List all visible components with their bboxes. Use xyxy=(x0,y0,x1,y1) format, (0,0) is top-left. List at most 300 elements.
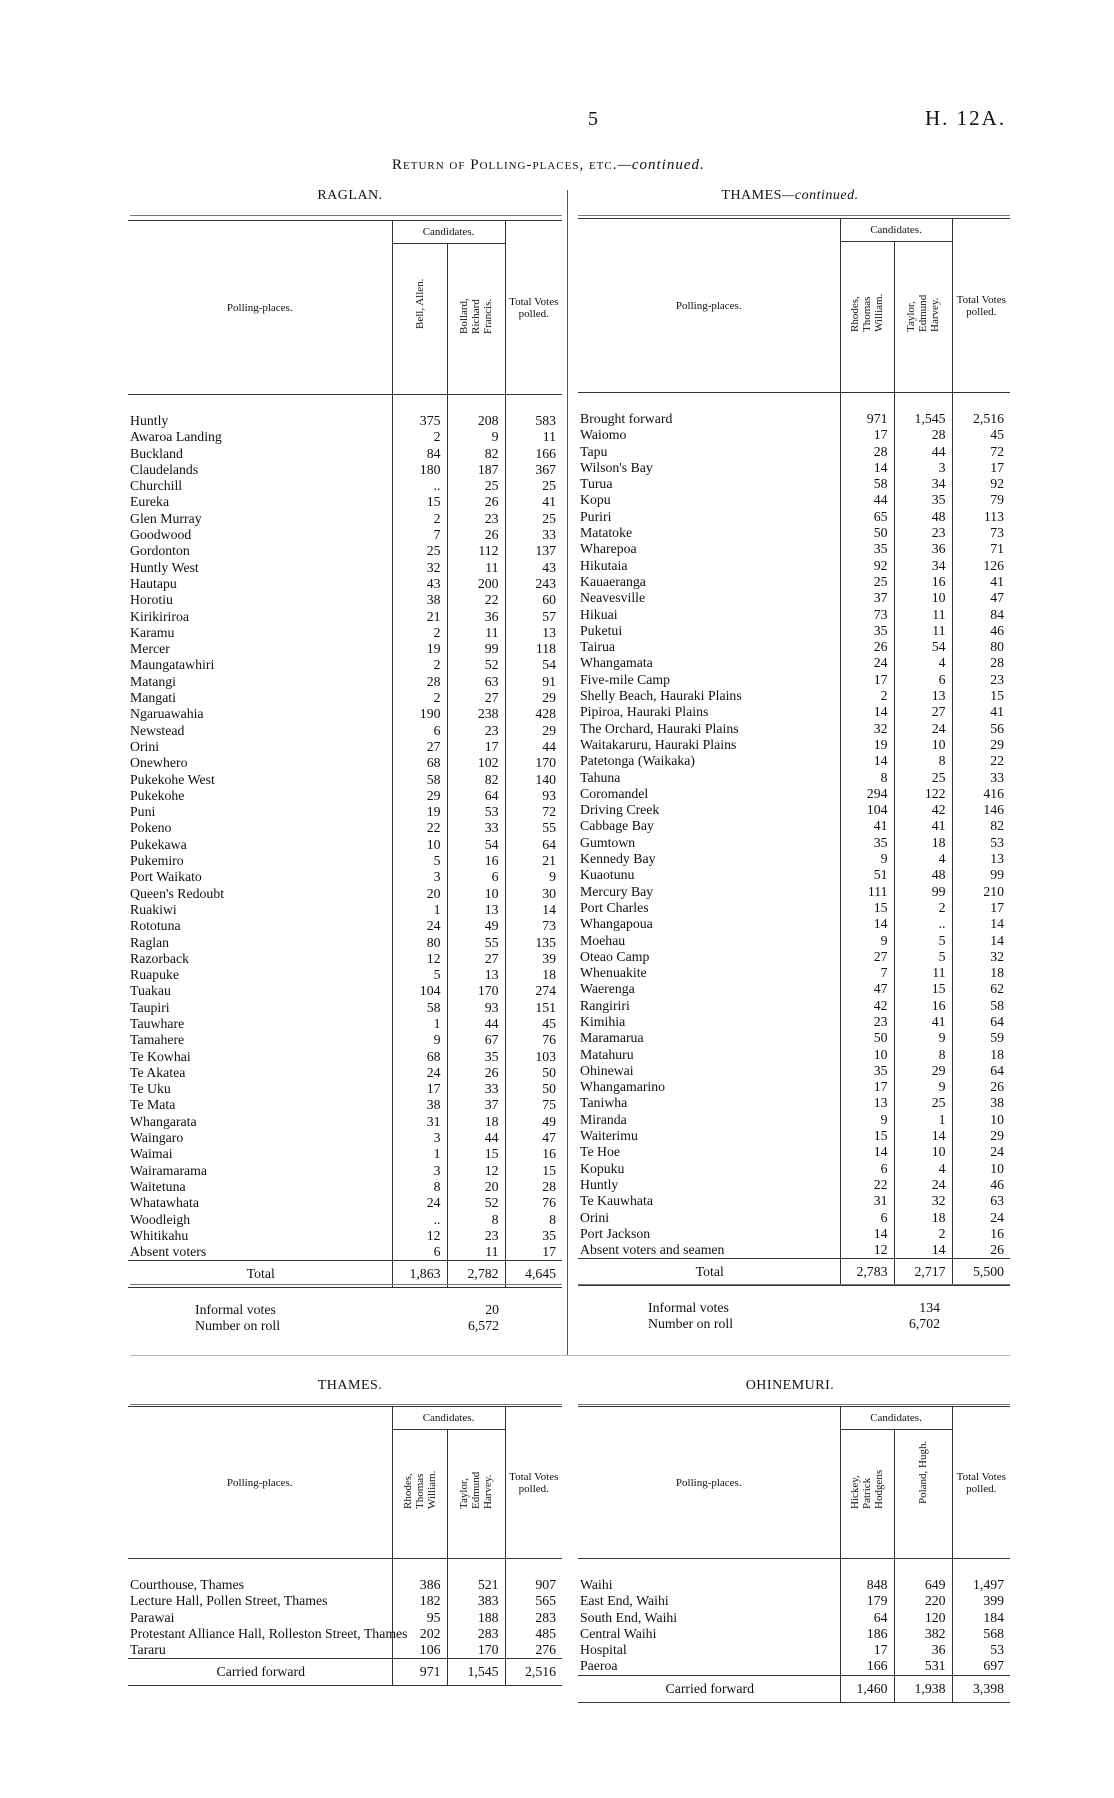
thames-cont-row xyxy=(578,1226,1010,1242)
thames-cont-polling-place: Kopu xyxy=(580,492,611,508)
thames-cont-row xyxy=(578,1030,1010,1046)
raglan-row xyxy=(128,935,562,951)
raglan-polling-place: Te Uku xyxy=(130,1081,171,1097)
thames-cont-total-votes: 416 xyxy=(952,786,1010,802)
page-number: 5 xyxy=(588,108,598,130)
thames-cont-candidate-votes: 2 xyxy=(894,900,952,916)
raglan-candidate-votes: 180 xyxy=(392,462,447,478)
thames-cont-row xyxy=(578,916,1010,932)
thames-cont-total-votes: 79 xyxy=(952,492,1010,508)
raglan-polling-place: Onewhero xyxy=(130,755,188,771)
raglan-total-votes: 75 xyxy=(505,1097,562,1113)
raglan-total-votes: 14 xyxy=(505,902,562,918)
thames-cont-candidate-votes: 14 xyxy=(840,1144,894,1160)
thames-cont-row xyxy=(578,884,1010,900)
raglan-candidate-votes: 5 xyxy=(392,853,447,869)
thames-cont-candidate-votes: 11 xyxy=(894,623,952,639)
raglan-polling-place: Kirikiriroa xyxy=(130,608,190,624)
raglan-polling-place: Pukekohe xyxy=(130,787,185,803)
thames-cont-candidate-votes: 6 xyxy=(840,1161,894,1177)
raglan-polling-place: Tamahere xyxy=(130,1032,185,1048)
thames-cont-candidate-votes: 8 xyxy=(894,753,952,769)
raglan-candidate-votes: 24 xyxy=(392,1195,447,1211)
raglan-total-votes: 55 xyxy=(505,820,562,836)
thames-cont-candidate-votes: 104 xyxy=(840,802,894,818)
mid-rule xyxy=(130,1355,1010,1356)
thames-cont-polling-place: Taniwha xyxy=(580,1095,628,1111)
thames-cont-row xyxy=(578,1144,1010,1160)
thames-cont-row xyxy=(578,1095,1010,1111)
raglan-row xyxy=(128,1097,562,1113)
raglan-polling-place: Absent voters xyxy=(130,1244,207,1260)
raglan-polling-place: Ruapuke xyxy=(130,967,180,983)
thames-cont-polling-place: Whangapoua xyxy=(580,916,653,932)
raglan-total-votes: 274 xyxy=(505,983,562,999)
thames-cont-polling-place: Wilson's Bay xyxy=(580,459,653,475)
thames-header-candidates: Candidates. xyxy=(392,1407,505,1430)
raglan-total-votes: 50 xyxy=(505,1081,562,1097)
thames-cont-row xyxy=(578,867,1010,883)
raglan-total-votes: 428 xyxy=(505,706,562,722)
raglan-total-votes: 21 xyxy=(505,853,562,869)
raglan-candidate-votes: 58 xyxy=(392,1000,447,1016)
thames-cont-polling-place: Puketui xyxy=(580,622,623,638)
raglan-total-votes: 76 xyxy=(505,1195,562,1211)
thames-cont-candidate-votes: 294 xyxy=(840,786,894,802)
thames-candidate-votes: 106 xyxy=(392,1642,447,1659)
thames-cont-row xyxy=(578,460,1010,476)
thames-cont-polling-place: Kennedy Bay xyxy=(580,851,656,867)
thames-cont-total-votes: 84 xyxy=(952,607,1010,623)
thames-cont-candidate-votes: 4 xyxy=(894,851,952,867)
raglan-candidate-votes: 24 xyxy=(392,1065,447,1081)
thames-cont-total-votes: 82 xyxy=(952,818,1010,834)
ohinemuri-total-row xyxy=(578,1675,1010,1702)
thames-cont-total-votes: 10 xyxy=(952,1161,1010,1177)
raglan-total-votes: 29 xyxy=(505,723,562,739)
thames-cont-row xyxy=(578,1177,1010,1193)
raglan-candidate-votes: 52 xyxy=(447,1195,505,1211)
thames-cont-polling-place: Hikuai xyxy=(580,606,618,622)
thames-cont-polling-place: Tairua xyxy=(580,639,616,655)
raglan-total-votes: 50 xyxy=(505,1065,562,1081)
thames-cont-row xyxy=(578,753,1010,769)
thames-cont-candidate-votes: 48 xyxy=(894,509,952,525)
thames-candidate-votes: 283 xyxy=(447,1626,505,1642)
thames-cont-row xyxy=(578,1079,1010,1095)
thames-cont-candidate-votes: 26 xyxy=(840,639,894,655)
raglan-row xyxy=(128,837,562,853)
thames-cont-polling-place: Cabbage Bay xyxy=(580,818,654,834)
raglan-total-value: 1,863 xyxy=(392,1261,447,1288)
thames-cont-total-votes: 26 xyxy=(952,1079,1010,1095)
thames-cont-candidate-votes: 28 xyxy=(894,427,952,443)
raglan-candidate-votes: 23 xyxy=(447,723,505,739)
raglan-candidate-votes: 52 xyxy=(447,657,505,673)
raglan-candidate-votes: 38 xyxy=(392,1097,447,1113)
thames-cont-header-candidate-1: Rhodes, Thomas William. xyxy=(840,242,894,393)
raglan-polling-place: Churchill xyxy=(130,478,183,494)
raglan-polling-place: Huntly West xyxy=(130,559,199,575)
thames-total-votes: 276 xyxy=(505,1642,562,1659)
thames-cont-total-votes: 56 xyxy=(952,721,1010,737)
thames-cont-row xyxy=(578,949,1010,965)
thames-cont-candidate-votes: 9 xyxy=(894,1079,952,1095)
thames-cont-candidate-votes: 971 xyxy=(840,393,894,428)
thames-cont-row xyxy=(578,541,1010,557)
raglan-polling-place: Goodwood xyxy=(130,527,192,543)
thames-cont-candidate-votes: 99 xyxy=(894,884,952,900)
thames-cont-total-value: 5,500 xyxy=(952,1259,1010,1286)
thames-cont-candidate-votes: 12 xyxy=(840,1242,894,1259)
thames-cont-total-votes: 26 xyxy=(952,1242,1010,1259)
thames-cont-candidate-votes: 29 xyxy=(894,1063,952,1079)
thames-cont-candidate-votes: 41 xyxy=(894,818,952,834)
raglan-row xyxy=(128,755,562,771)
thames-cont-candidate-votes: 15 xyxy=(894,981,952,997)
raglan-total-votes: 137 xyxy=(505,543,562,559)
raglan-total-votes: 367 xyxy=(505,462,562,478)
thames-cont-candidate-votes: 35 xyxy=(840,623,894,639)
thames-cont-candidate-votes: 32 xyxy=(840,721,894,737)
raglan-row xyxy=(128,1081,562,1097)
raglan-total-votes: 140 xyxy=(505,772,562,788)
thames-cont-polling-place: Rangiriri xyxy=(580,997,630,1013)
ohinemuri-polling-place: Hospital xyxy=(580,1642,627,1658)
thames-cont-total-votes: 23 xyxy=(952,672,1010,688)
ohinemuri-total-votes: 53 xyxy=(952,1642,1010,1658)
raglan-total-votes: 170 xyxy=(505,755,562,771)
thames-cont-candidate-votes: 32 xyxy=(894,1193,952,1209)
raglan-header-polling-places: Polling-places. xyxy=(128,221,392,395)
thames-cont-candidate-votes: 2 xyxy=(894,1226,952,1242)
thames-cont-polling-place: Neavesville xyxy=(580,590,646,606)
thames-cont-candidate-votes: 14 xyxy=(840,704,894,720)
thames-cont-candidate-votes: 42 xyxy=(894,802,952,818)
raglan-polling-place: Matangi xyxy=(130,673,176,689)
thames-cont-row xyxy=(578,1128,1010,1144)
raglan-candidate-votes: 55 xyxy=(447,935,505,951)
raglan-polling-place: Wairamarama xyxy=(130,1162,208,1178)
thames-cont-candidate-votes: 41 xyxy=(840,818,894,834)
raglan-total-votes: 72 xyxy=(505,804,562,820)
raglan-row xyxy=(128,657,562,673)
raglan-candidate-votes: 13 xyxy=(447,967,505,983)
thames-cont-total-label: Total xyxy=(578,1259,840,1286)
thames-cont-row xyxy=(578,558,1010,574)
ohinemuri-candidate-votes: 220 xyxy=(894,1593,952,1609)
thames-cont-candidate-votes: 16 xyxy=(894,574,952,590)
raglan-candidate-votes: 13 xyxy=(447,902,505,918)
thames-cont-row xyxy=(578,509,1010,525)
thames-header-candidate-2: Taylor, Edmund Harvey. xyxy=(447,1430,505,1559)
raglan-candidate-votes: 54 xyxy=(447,837,505,853)
thames-candidate-votes: 202 xyxy=(392,1626,447,1642)
thames-cont-candidate-votes: 24 xyxy=(840,655,894,671)
raglan-total-votes: 57 xyxy=(505,609,562,625)
raglan-candidate-votes: 104 xyxy=(392,983,447,999)
thames-cont-candidate-votes: 19 xyxy=(840,737,894,753)
raglan-roll-value: 6,572 xyxy=(467,1318,499,1333)
thames-row xyxy=(128,1642,562,1659)
ohinemuri-header-total: Total Votes polled. xyxy=(952,1407,1010,1559)
raglan-candidate-votes: 64 xyxy=(447,788,505,804)
raglan-candidate-votes: 33 xyxy=(447,820,505,836)
raglan-candidate-votes: 8 xyxy=(392,1179,447,1195)
raglan-summary xyxy=(195,1302,505,1334)
raglan-total-votes: 35 xyxy=(505,1228,562,1244)
ohinemuri-candidate-votes: 64 xyxy=(840,1610,894,1626)
raglan-candidate-votes: 26 xyxy=(447,494,505,510)
thames-cont-candidate-votes: 14 xyxy=(840,1226,894,1242)
thames-cont-candidate-votes: 14 xyxy=(840,753,894,769)
raglan-total-votes: 583 xyxy=(505,395,562,430)
raglan-row xyxy=(128,886,562,902)
thames-cont-candidate-votes: 9 xyxy=(840,851,894,867)
thames-cont-candidate-votes: 27 xyxy=(840,949,894,965)
thames-cont-polling-place: Orini xyxy=(580,1209,610,1225)
thames-header-total: Total Votes polled. xyxy=(505,1407,562,1559)
ohinemuri-total-votes: 399 xyxy=(952,1593,1010,1609)
thames-cont-row xyxy=(578,492,1010,508)
raglan-polling-place: Taupiri xyxy=(130,999,170,1015)
thames-cont-candidate-votes: 73 xyxy=(840,607,894,623)
thames-cont-total-votes: 32 xyxy=(952,949,1010,965)
thames-cont-candidate-votes: 9 xyxy=(894,1030,952,1046)
thames-cont-row xyxy=(578,525,1010,541)
thames-cont-polling-place: Tahuna xyxy=(580,769,621,785)
thames-continued-table-body xyxy=(578,393,1010,1286)
thames-cont-candidate-votes: 3 xyxy=(894,460,952,476)
raglan-total-votes: 8 xyxy=(505,1212,562,1228)
thames-cont-total-votes: 10 xyxy=(952,1112,1010,1128)
thames-cont-row xyxy=(578,835,1010,851)
raglan-row xyxy=(128,1179,562,1195)
raglan-polling-place: Awaroa Landing xyxy=(130,429,222,445)
thames-cont-candidate-votes: 25 xyxy=(894,770,952,786)
ohinemuri-candidate-votes: 531 xyxy=(894,1658,952,1675)
thames-cont-total-votes: 24 xyxy=(952,1144,1010,1160)
raglan-candidate-votes: 32 xyxy=(392,560,447,576)
thames-cont-candidate-votes: 28 xyxy=(840,444,894,460)
raglan-row xyxy=(128,820,562,836)
ohinemuri-total-value: 3,398 xyxy=(952,1675,1010,1702)
thames-cont-polling-place: Miranda xyxy=(580,1111,627,1127)
raglan-polling-place: Eureka xyxy=(130,494,170,510)
raglan-total-votes: 103 xyxy=(505,1049,562,1065)
raglan-polling-place: Rototuna xyxy=(130,918,181,934)
thames-cont-total-votes: 14 xyxy=(952,916,1010,932)
raglan-candidate-votes: 26 xyxy=(447,527,505,543)
thames-cont-row xyxy=(578,721,1010,737)
thames-cont-candidate-votes: 54 xyxy=(894,639,952,655)
ohinemuri-candidate-votes: 382 xyxy=(894,1626,952,1642)
raglan-candidate-votes: 5 xyxy=(392,967,447,983)
raglan-polling-place: Port Waikato xyxy=(130,869,202,885)
raglan-row xyxy=(128,1130,562,1146)
raglan-candidate-votes: 19 xyxy=(392,804,447,820)
thames-cont-candidate-votes: 16 xyxy=(894,998,952,1014)
raglan-candidate-votes: 8 xyxy=(447,1212,505,1228)
ohinemuri-candidate-votes: 179 xyxy=(840,1593,894,1609)
raglan-row xyxy=(128,706,562,722)
raglan-row xyxy=(128,674,562,690)
thames-cont-row xyxy=(578,590,1010,606)
thames-cont-candidate-votes: 47 xyxy=(840,981,894,997)
raglan-candidate-votes: 23 xyxy=(447,511,505,527)
raglan-total-votes: 16 xyxy=(505,1146,562,1162)
raglan-polling-place: Pukekawa xyxy=(130,836,187,852)
raglan-candidate-votes: 28 xyxy=(392,674,447,690)
thames-cont-roll-value: 6,702 xyxy=(908,1316,940,1331)
raglan-candidate-votes: 25 xyxy=(447,478,505,494)
raglan-total-votes: 25 xyxy=(505,478,562,494)
raglan-candidate-votes: 25 xyxy=(392,543,447,559)
raglan-polling-place: Whangarata xyxy=(130,1113,197,1129)
raglan-candidate-votes: 187 xyxy=(447,462,505,478)
thames-cont-polling-place: Wharepoa xyxy=(580,541,637,557)
thames-cont-row xyxy=(578,623,1010,639)
raglan-polling-place: Tauwhare xyxy=(130,1015,185,1031)
thames-cont-candidate-votes: 31 xyxy=(840,1193,894,1209)
raglan-candidate-votes: 20 xyxy=(447,1179,505,1195)
thames-header-polling-places: Polling-places. xyxy=(128,1407,392,1559)
thames-cont-polling-place: Port Jackson xyxy=(580,1225,651,1241)
thames-cont-polling-place: Patetonga (Waikaka) xyxy=(580,753,695,769)
raglan-row xyxy=(128,1065,562,1081)
thames-cont-candidate-votes: 35 xyxy=(840,835,894,851)
raglan-row xyxy=(128,1195,562,1211)
thames-cont-total-votes: 146 xyxy=(952,802,1010,818)
raglan-candidate-votes: 38 xyxy=(392,592,447,608)
ohinemuri-header-candidates: Candidates. xyxy=(840,1407,952,1430)
raglan-candidate-votes: 2 xyxy=(392,625,447,641)
raglan-candidate-votes: 82 xyxy=(447,772,505,788)
thames-cont-row xyxy=(578,965,1010,981)
thames-cont-candidate-votes: 18 xyxy=(894,1210,952,1226)
raglan-row xyxy=(128,543,562,559)
thames-title: THAMES. xyxy=(317,1378,383,1393)
thames-cont-candidate-votes: 122 xyxy=(894,786,952,802)
raglan-candidate-votes: 11 xyxy=(447,625,505,641)
thames-cont-polling-place: Matahuru xyxy=(580,1046,634,1062)
thames-cont-total-votes: 126 xyxy=(952,558,1010,574)
raglan-row xyxy=(128,772,562,788)
thames-candidate-votes: 188 xyxy=(447,1610,505,1626)
raglan-polling-place: Raglan xyxy=(130,934,170,950)
raglan-informal-value: 20 xyxy=(485,1302,499,1317)
raglan-bottom-rule xyxy=(130,1284,562,1285)
raglan-candidate-votes: 43 xyxy=(392,576,447,592)
thames-cont-row xyxy=(578,998,1010,1014)
thames-cont-total-votes: 73 xyxy=(952,525,1010,541)
thames-cont-polling-place: Waiterimu xyxy=(580,1128,638,1144)
thames-cont-total-votes: 99 xyxy=(952,867,1010,883)
thames-cont-row xyxy=(578,574,1010,590)
raglan-polling-place: Waingaro xyxy=(130,1130,184,1146)
raglan-candidate-votes: 93 xyxy=(447,1000,505,1016)
thames-cont-candidate-votes: 15 xyxy=(840,1128,894,1144)
raglan-candidate-votes: 9 xyxy=(447,429,505,445)
thames-polling-place: Parawai xyxy=(130,1609,175,1625)
thames-polling-place: Protestant Alliance Hall, Rolleston Street, Thames xyxy=(130,1625,408,1641)
ohinemuri-top-rule xyxy=(578,1404,1010,1405)
thames-row xyxy=(128,1593,562,1609)
raglan-total-votes: 166 xyxy=(505,446,562,462)
thames-cont-candidate-votes: 13 xyxy=(894,688,952,704)
thames-cont-candidate-votes: 17 xyxy=(840,427,894,443)
raglan-candidate-votes: 19 xyxy=(392,641,447,657)
thames-cont-polling-place: Kuaotunu xyxy=(580,867,635,883)
raglan-row xyxy=(128,446,562,462)
thames-cont-polling-place: Whangamata xyxy=(580,655,653,671)
thames-cont-total-votes: 13 xyxy=(952,851,1010,867)
thames-candidate-votes: 521 xyxy=(447,1559,505,1594)
thames-cont-total-votes: 16 xyxy=(952,1226,1010,1242)
thames-cont-candidate-votes: 2 xyxy=(840,688,894,704)
raglan-polling-place: Horotiu xyxy=(130,592,173,608)
raglan-candidate-votes: 3 xyxy=(392,1130,447,1146)
thames-cont-polling-place: The Orchard, Hauraki Plains xyxy=(580,720,739,736)
thames-row xyxy=(128,1626,562,1642)
ohinemuri-header-candidate-1: Hickey, Patrick Hodgens xyxy=(840,1430,894,1559)
thames-polling-place: Lecture Hall, Pollen Street, Thames xyxy=(130,1593,328,1609)
raglan-total-votes: 73 xyxy=(505,918,562,934)
raglan-total-votes: 64 xyxy=(505,837,562,853)
raglan-candidate-votes: 35 xyxy=(447,1049,505,1065)
raglan-row xyxy=(128,739,562,755)
thames-cont-polling-place: Absent voters and seamen xyxy=(580,1242,725,1258)
thames-cont-polling-place: Ohinewai xyxy=(580,1062,634,1078)
thames-cont-total-votes: 17 xyxy=(952,900,1010,916)
ohinemuri-table-body xyxy=(578,1559,1010,1703)
thames-cont-total-votes: 29 xyxy=(952,1128,1010,1144)
thames-cont-polling-place: Tapu xyxy=(580,443,608,459)
column-divider xyxy=(567,190,568,1355)
raglan-candidate-votes: 15 xyxy=(447,1146,505,1162)
raglan-candidate-votes: 33 xyxy=(447,1081,505,1097)
raglan-candidate-votes: 7 xyxy=(392,527,447,543)
thames-cont-informal-label: Informal votes xyxy=(648,1300,729,1315)
raglan-total-votes: 15 xyxy=(505,1163,562,1179)
raglan-row xyxy=(128,1114,562,1130)
thames-cont-total-votes: 63 xyxy=(952,1193,1010,1209)
raglan-candidate-votes: 58 xyxy=(392,772,447,788)
raglan-polling-place: Mangati xyxy=(130,690,176,706)
thames-cont-row xyxy=(578,851,1010,867)
thames-cont-candidate-votes: 7 xyxy=(840,965,894,981)
raglan-candidate-votes: 20 xyxy=(392,886,447,902)
ohinemuri-polling-place: South End, Waihi xyxy=(580,1609,678,1625)
raglan-total-votes: 44 xyxy=(505,739,562,755)
thames-cont-candidate-votes: 15 xyxy=(840,900,894,916)
thames-cont-polling-place: Five-mile Camp xyxy=(580,671,671,687)
thames-top-rule xyxy=(130,1404,562,1405)
raglan-total-votes: 13 xyxy=(505,625,562,641)
ohinemuri-row xyxy=(578,1559,1010,1594)
thames-cont-candidate-votes: 34 xyxy=(894,558,952,574)
thames-cont-candidate-votes: 111 xyxy=(840,884,894,900)
raglan-candidate-votes: 1 xyxy=(392,1016,447,1032)
thames-cont-total-row xyxy=(578,1259,1010,1286)
raglan-total-votes: 54 xyxy=(505,657,562,673)
thames-cont-candidate-votes: 10 xyxy=(894,590,952,606)
thames-cont-total-votes: 53 xyxy=(952,835,1010,851)
raglan-polling-place: Orini xyxy=(130,738,160,754)
raglan-row xyxy=(128,902,562,918)
thames-total-votes: 565 xyxy=(505,1593,562,1609)
ohinemuri-candidate-votes: 120 xyxy=(894,1610,952,1626)
